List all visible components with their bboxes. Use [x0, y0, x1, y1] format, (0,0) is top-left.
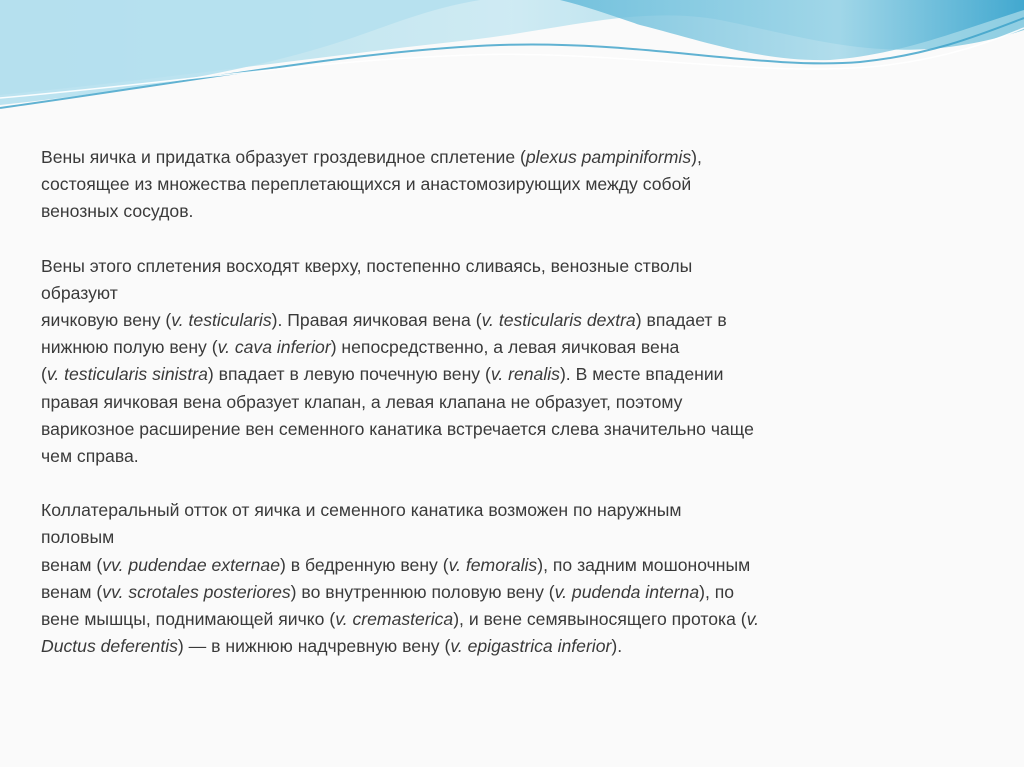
latin-term: vv. pudendae externae [102, 554, 280, 575]
latin-term: v. cremasterica [335, 609, 454, 630]
text-segment: ), по [699, 581, 735, 602]
text-segment: вене мышцы, поднимающей яичко ( [41, 609, 336, 630]
text-line [41, 198, 981, 225]
text-line [41, 307, 981, 334]
latin-term: v. pudenda interna [554, 581, 700, 602]
text-line [41, 579, 981, 606]
text-line [41, 552, 981, 579]
text-line [41, 497, 981, 524]
text-line [41, 280, 981, 307]
paragraph-2 [41, 253, 981, 471]
text-segment: образуют [41, 282, 118, 303]
text-segment: ). Правая яичковая вена ( [271, 310, 482, 331]
text-segment: ) впадает в [635, 310, 727, 331]
text-segment: Вены яичка и придатка образует гроздевидное сплетение ( [41, 147, 526, 167]
text-segment: ) во внутреннюю половую вену ( [290, 581, 555, 602]
text-line [41, 606, 981, 633]
text-segment: ) непосредственно, а левая яичковая вена [330, 337, 680, 358]
latin-term: v. testicularis sinistra [46, 364, 208, 385]
text-line [41, 524, 981, 551]
latin-term: v. renalis [490, 364, 560, 385]
text-segment: правая яичковая вена образует клапан, а левая клапана не образует, поэтому [41, 391, 683, 412]
text-segment: ) впадает в левую почечную вену ( [207, 364, 491, 385]
text-line [41, 144, 981, 171]
text-segment: Коллатеральный отток от яичка и семенного канатика возможен по наружным [41, 500, 682, 521]
text-segment: ), [691, 147, 702, 167]
text-segment: ( [41, 364, 47, 385]
wave-layer-front [560, 0, 1024, 60]
latin-term: v. epigastrica inferior [450, 636, 612, 657]
latin-term: v. femoralis [448, 554, 538, 575]
text-segment: ), по задним мошоночным [537, 554, 751, 575]
text-line [41, 416, 981, 443]
text-line [41, 334, 981, 361]
paragraph-gap [41, 470, 981, 497]
latin-term: vv. scrotales posteriores [102, 581, 291, 602]
text-segment: венам ( [41, 581, 103, 602]
text-segment: чем справа. [41, 446, 139, 467]
latin-term: v. cava inferior [217, 337, 331, 358]
text-line [41, 361, 981, 388]
paragraph-1 [41, 144, 981, 226]
text-segment: яичковую вену ( [41, 310, 172, 331]
text-segment: половым [41, 527, 115, 548]
text-line [41, 389, 981, 416]
text-line [41, 633, 981, 660]
latin-term: v. [746, 609, 760, 630]
text-segment: варикозное расширение вен семенного канатика встречается слева значительно чаще [41, 418, 754, 439]
latin-term: Ductus deferentis [41, 636, 178, 657]
text-segment: ) в бедренную вену ( [279, 554, 449, 575]
text-segment: венам ( [41, 554, 103, 575]
latin-term: v. testicularis dextra [481, 310, 636, 331]
text-segment: ). В месте впадении [559, 364, 724, 385]
text-segment: ). [611, 636, 623, 657]
paragraph-gap [41, 226, 981, 253]
text-line [41, 443, 981, 470]
decorative-wave-banner [0, 0, 1024, 130]
wave-layer-mid [0, 0, 480, 105]
text-segment: ), и вене семявыносящего протока ( [453, 609, 747, 630]
paragraph-3 [41, 497, 981, 660]
text-segment: ) — в нижнюю надчревную вену ( [177, 636, 451, 657]
text-segment: состоящее из множества переплетающихся и анастомозирующих между собой [41, 174, 692, 195]
text-line [41, 171, 981, 198]
text-segment: Вены этого сплетения восходят кверху, постепенно сливаясь, венозные стволы [41, 255, 693, 276]
slide-body-text [41, 144, 981, 660]
text-segment: нижнюю полую вену ( [41, 337, 218, 358]
latin-term: plexus pampiniformis [525, 147, 692, 167]
text-segment: венозных сосудов. [41, 201, 194, 222]
latin-term: v. testicularis [171, 310, 272, 331]
text-line [41, 253, 981, 280]
